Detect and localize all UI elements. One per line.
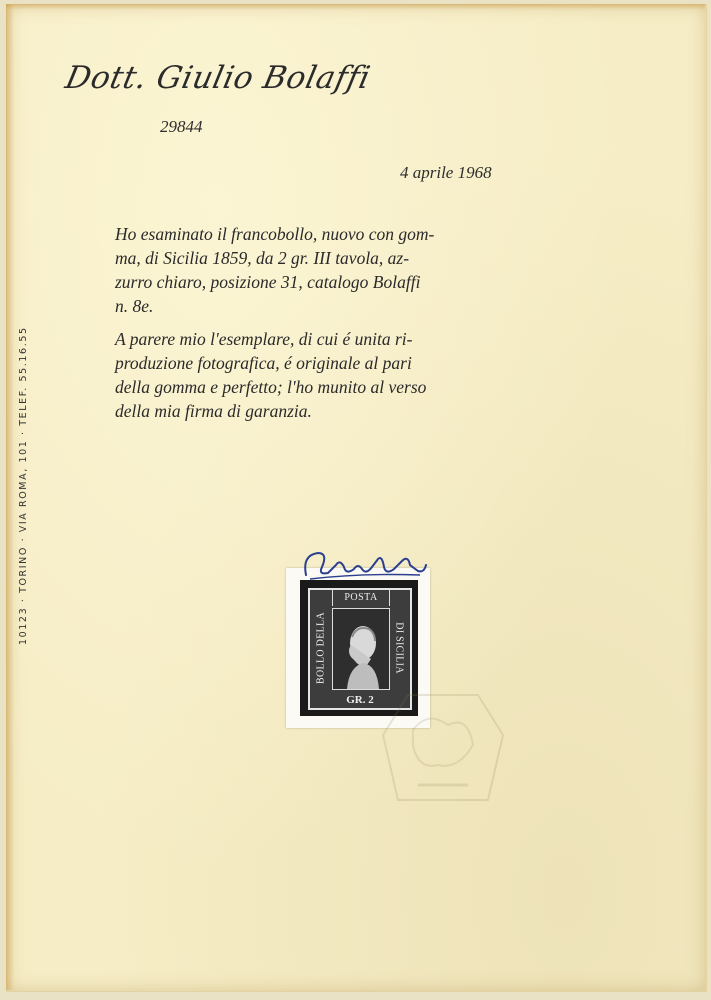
king-portrait-icon [332, 608, 390, 690]
stamp-left-text: BOLLO DELLA [315, 612, 327, 684]
stamp-top-label: POSTA [332, 590, 390, 606]
certificate-date: 4 aprile 1968 [400, 163, 492, 182]
stamp-right-label [390, 608, 408, 688]
paragraph-opinion [115, 327, 585, 423]
stamp-left-label [312, 608, 330, 688]
paper-edge-stain [6, 4, 14, 990]
text-line: produzione fotografica, é originale al pari [115, 353, 412, 373]
certificate-number: 29844 [160, 117, 203, 136]
address-line: 10123 · TORINO · VIA ROMA, 101 · TELEF. 55.16.55 [18, 326, 29, 645]
paragraph-examination [115, 222, 585, 318]
stamp-value-label: GR. 2 [346, 694, 374, 706]
stamp-right-text: DI SICILIA [393, 622, 405, 674]
text-line: ma, di Sicilia 1859, da 2 gr. III tavola, az- [115, 248, 410, 268]
text-line: della gomma e perfetto; l'ho munito al verso [115, 377, 427, 397]
text-line: zurro chiaro, posizione 31, catalogo Bolaffi [115, 272, 421, 292]
text-line: n. 8e. [115, 296, 154, 316]
embossed-seal-image [378, 690, 508, 814]
signature-image [300, 545, 430, 589]
text-line: Ho esaminato il francobollo, nuovo con gom- [115, 224, 435, 244]
letterhead-name: Dott. Giulio Bolaffi [62, 60, 374, 96]
paper-edge-stain-top [6, 4, 705, 10]
text-line: della mia firma di garanzia. [115, 401, 312, 421]
certificate-paper [6, 4, 707, 992]
text-line: A parere mio l'esemplare, di cui é unita ri- [115, 329, 413, 349]
